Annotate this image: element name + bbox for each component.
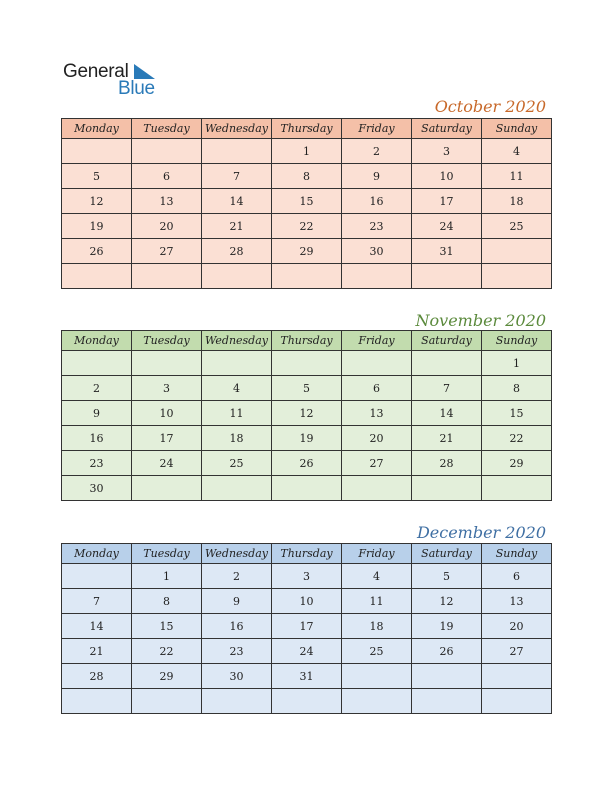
week-row xyxy=(62,614,552,639)
logo-text-blue: Blue xyxy=(118,78,155,99)
day-cell: 8 xyxy=(132,589,202,614)
day-cell xyxy=(202,476,272,501)
day-cell: 24 xyxy=(412,214,482,239)
week-row xyxy=(62,401,552,426)
day-cell: 26 xyxy=(412,639,482,664)
day-cell: 27 xyxy=(342,451,412,476)
weekday-header: Thursday xyxy=(272,119,342,139)
day-cell: 26 xyxy=(62,239,132,264)
day-cell xyxy=(202,351,272,376)
day-cell: 3 xyxy=(412,139,482,164)
day-cell xyxy=(272,476,342,501)
weekday-header: Friday xyxy=(342,119,412,139)
day-cell xyxy=(482,476,552,501)
day-cell: 29 xyxy=(482,451,552,476)
weekday-header-row xyxy=(62,544,552,564)
day-cell: 9 xyxy=(342,164,412,189)
day-cell xyxy=(482,264,552,289)
weekday-header: Wednesday xyxy=(202,119,272,139)
month-title: December 2020 xyxy=(416,523,546,542)
day-cell: 21 xyxy=(202,214,272,239)
day-cell: 18 xyxy=(482,189,552,214)
day-cell: 11 xyxy=(202,401,272,426)
day-cell: 4 xyxy=(342,564,412,589)
day-cell: 20 xyxy=(482,614,552,639)
day-cell: 7 xyxy=(412,376,482,401)
day-cell: 21 xyxy=(62,639,132,664)
day-cell: 29 xyxy=(272,239,342,264)
day-cell: 13 xyxy=(342,401,412,426)
day-cell xyxy=(132,689,202,714)
day-cell: 14 xyxy=(412,401,482,426)
weekday-header: Wednesday xyxy=(202,331,272,351)
week-row xyxy=(62,264,552,289)
day-cell: 13 xyxy=(132,189,202,214)
week-row xyxy=(62,351,552,376)
weekday-header: Friday xyxy=(342,544,412,564)
day-cell: 23 xyxy=(62,451,132,476)
day-cell xyxy=(342,476,412,501)
day-cell: 10 xyxy=(132,401,202,426)
calendar-grid xyxy=(61,118,552,289)
day-cell xyxy=(272,689,342,714)
day-cell: 31 xyxy=(272,664,342,689)
day-cell: 5 xyxy=(412,564,482,589)
day-cell xyxy=(412,689,482,714)
day-cell: 19 xyxy=(62,214,132,239)
day-cell: 22 xyxy=(482,426,552,451)
day-cell: 30 xyxy=(342,239,412,264)
day-cell xyxy=(482,239,552,264)
calendar-grid xyxy=(61,543,552,714)
day-cell: 8 xyxy=(482,376,552,401)
day-cell: 5 xyxy=(62,164,132,189)
day-cell: 15 xyxy=(272,189,342,214)
day-cell: 27 xyxy=(132,239,202,264)
day-cell: 15 xyxy=(482,401,552,426)
week-row xyxy=(62,664,552,689)
week-row xyxy=(62,589,552,614)
day-cell: 30 xyxy=(62,476,132,501)
day-cell xyxy=(342,664,412,689)
weekday-header: Sunday xyxy=(482,544,552,564)
day-cell: 2 xyxy=(202,564,272,589)
day-cell xyxy=(482,689,552,714)
day-cell: 14 xyxy=(202,189,272,214)
day-cell: 2 xyxy=(62,376,132,401)
day-cell: 12 xyxy=(412,589,482,614)
week-row xyxy=(62,564,552,589)
day-cell xyxy=(342,264,412,289)
day-cell xyxy=(202,689,272,714)
day-cell: 24 xyxy=(272,639,342,664)
weekday-header-row xyxy=(62,331,552,351)
day-cell xyxy=(132,476,202,501)
day-cell: 16 xyxy=(202,614,272,639)
day-cell: 22 xyxy=(272,214,342,239)
day-cell: 17 xyxy=(272,614,342,639)
day-cell xyxy=(272,264,342,289)
day-cell: 5 xyxy=(272,376,342,401)
week-row xyxy=(62,426,552,451)
day-cell: 18 xyxy=(342,614,412,639)
day-cell xyxy=(342,689,412,714)
day-cell: 11 xyxy=(342,589,412,614)
day-cell: 19 xyxy=(272,426,342,451)
day-cell: 4 xyxy=(482,139,552,164)
day-cell xyxy=(412,664,482,689)
day-cell: 1 xyxy=(272,139,342,164)
weekday-header: Tuesday xyxy=(132,331,202,351)
day-cell xyxy=(272,351,342,376)
weekday-header: Friday xyxy=(342,331,412,351)
week-row xyxy=(62,639,552,664)
day-cell xyxy=(412,264,482,289)
day-cell: 25 xyxy=(482,214,552,239)
day-cell: 14 xyxy=(62,614,132,639)
generalblue-logo xyxy=(63,61,173,101)
day-cell: 23 xyxy=(342,214,412,239)
day-cell: 9 xyxy=(62,401,132,426)
weekday-header: Tuesday xyxy=(132,119,202,139)
day-cell: 4 xyxy=(202,376,272,401)
week-row xyxy=(62,476,552,501)
weekday-header: Saturday xyxy=(412,331,482,351)
month-title: November 2020 xyxy=(415,311,546,330)
weekday-header: Monday xyxy=(62,544,132,564)
day-cell: 20 xyxy=(132,214,202,239)
week-row xyxy=(62,376,552,401)
day-cell: 25 xyxy=(342,639,412,664)
week-row xyxy=(62,239,552,264)
weekday-header-row xyxy=(62,119,552,139)
month-title: October 2020 xyxy=(434,97,546,116)
day-cell xyxy=(62,564,132,589)
weekday-header: Monday xyxy=(62,119,132,139)
day-cell: 7 xyxy=(202,164,272,189)
day-cell: 12 xyxy=(62,189,132,214)
day-cell: 10 xyxy=(412,164,482,189)
day-cell: 17 xyxy=(132,426,202,451)
day-cell: 20 xyxy=(342,426,412,451)
day-cell: 6 xyxy=(132,164,202,189)
day-cell xyxy=(342,351,412,376)
day-cell: 17 xyxy=(412,189,482,214)
day-cell: 1 xyxy=(482,351,552,376)
weekday-header: Thursday xyxy=(272,544,342,564)
day-cell xyxy=(412,476,482,501)
weekday-header: Saturday xyxy=(412,119,482,139)
weekday-header: Sunday xyxy=(482,331,552,351)
day-cell xyxy=(132,351,202,376)
week-row xyxy=(62,689,552,714)
day-cell: 28 xyxy=(62,664,132,689)
day-cell: 15 xyxy=(132,614,202,639)
day-cell: 11 xyxy=(482,164,552,189)
day-cell: 30 xyxy=(202,664,272,689)
weekday-header: Sunday xyxy=(482,119,552,139)
day-cell: 3 xyxy=(272,564,342,589)
day-cell xyxy=(202,139,272,164)
day-cell: 23 xyxy=(202,639,272,664)
day-cell: 3 xyxy=(132,376,202,401)
day-cell: 16 xyxy=(342,189,412,214)
weekday-header: Saturday xyxy=(412,544,482,564)
day-cell xyxy=(132,264,202,289)
day-cell: 10 xyxy=(272,589,342,614)
week-row xyxy=(62,189,552,214)
week-row xyxy=(62,214,552,239)
logo-text-general: General xyxy=(63,61,129,82)
day-cell: 8 xyxy=(272,164,342,189)
day-cell: 28 xyxy=(412,451,482,476)
day-cell: 19 xyxy=(412,614,482,639)
week-row xyxy=(62,139,552,164)
day-cell: 6 xyxy=(482,564,552,589)
weekday-header: Monday xyxy=(62,331,132,351)
day-cell xyxy=(62,351,132,376)
day-cell xyxy=(62,264,132,289)
day-cell: 22 xyxy=(132,639,202,664)
day-cell xyxy=(482,664,552,689)
weekday-header: Thursday xyxy=(272,331,342,351)
day-cell: 18 xyxy=(202,426,272,451)
day-cell xyxy=(412,351,482,376)
day-cell: 6 xyxy=(342,376,412,401)
day-cell: 31 xyxy=(412,239,482,264)
day-cell: 1 xyxy=(132,564,202,589)
day-cell: 26 xyxy=(272,451,342,476)
day-cell: 16 xyxy=(62,426,132,451)
week-row xyxy=(62,451,552,476)
day-cell xyxy=(62,139,132,164)
day-cell xyxy=(132,139,202,164)
day-cell xyxy=(62,689,132,714)
day-cell xyxy=(202,264,272,289)
day-cell: 21 xyxy=(412,426,482,451)
day-cell: 7 xyxy=(62,589,132,614)
day-cell: 2 xyxy=(342,139,412,164)
weekday-header: Wednesday xyxy=(202,544,272,564)
day-cell: 27 xyxy=(482,639,552,664)
day-cell: 24 xyxy=(132,451,202,476)
weekday-header: Tuesday xyxy=(132,544,202,564)
day-cell: 25 xyxy=(202,451,272,476)
day-cell: 9 xyxy=(202,589,272,614)
day-cell: 12 xyxy=(272,401,342,426)
day-cell: 13 xyxy=(482,589,552,614)
calendar-grid xyxy=(61,330,552,501)
day-cell: 28 xyxy=(202,239,272,264)
day-cell: 29 xyxy=(132,664,202,689)
week-row xyxy=(62,164,552,189)
